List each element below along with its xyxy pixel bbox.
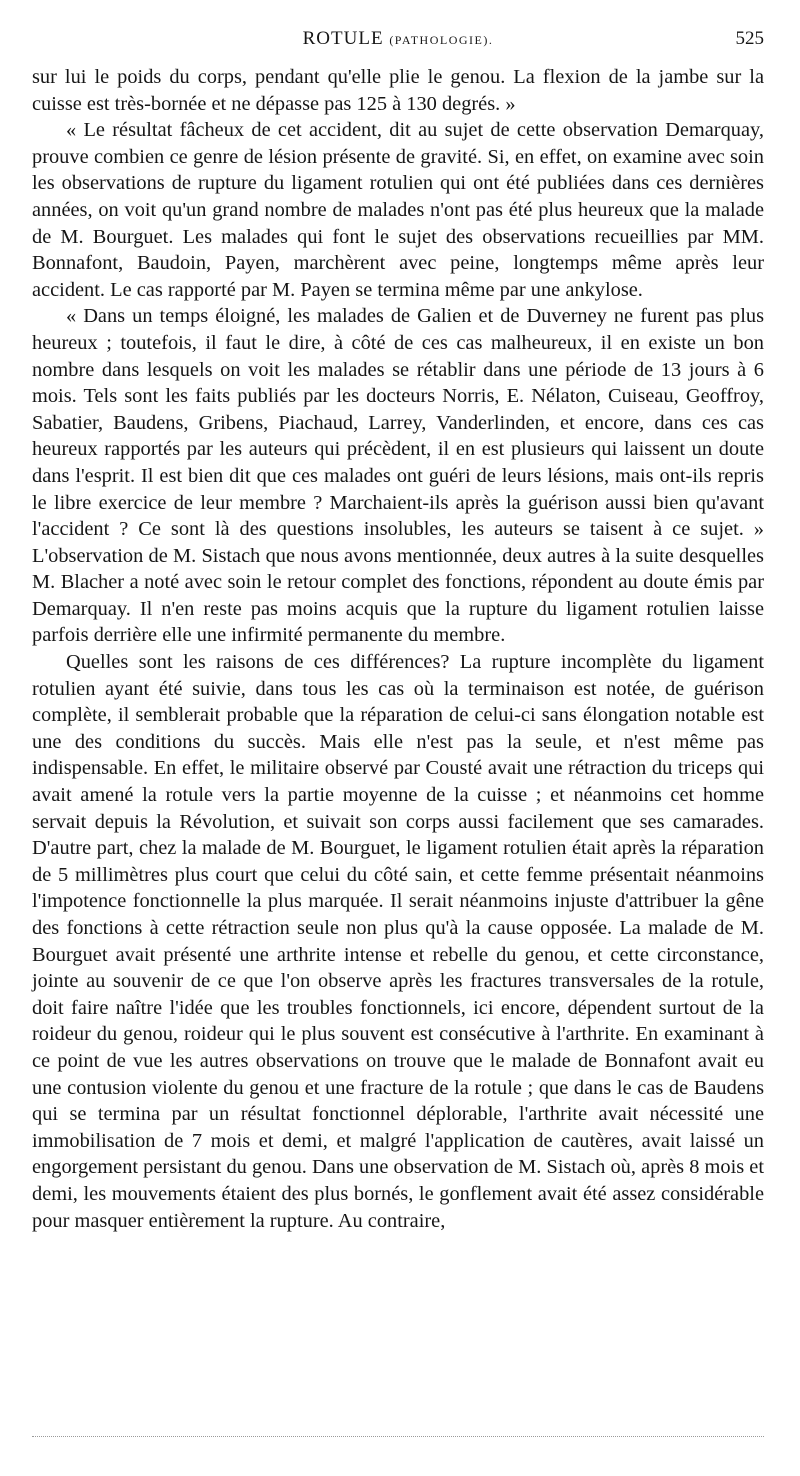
paragraph-3: « Dans un temps éloigné, les malades de Galien et de Duverney ne furent pas plus heureux ; toutefois, il faut le dire, à côté de ces cas malheureux, il en existe un bon nombre dans lesquels on voit les malades se rétablir dans une période de 13 jours à 6 mois. Tels sont les faits publiés par les docteurs Norris, E. Nélaton, Cuiseau, Geoffroy, Sabatier, Baudens, Gribens, Piachaud, Larrey, Vanderlinden, et encore, dans ces cas heureux rapportés par les auteurs qui précèdent, il en est plusieurs qui laissent un doute dans l'esprit. Il est bien dit que ces malades ont guéri de leurs lésions, mais ont-ils repris le libre exercice de leur membre ? Marchaient-ils après la guérison aussi bien qu'avant l'accident ? Ce sont là des questions insolubles, les auteurs se taisent à ce sujet. » L'observation de M. Sistach que nous avons mentionnée, deux autres à la suite desquelles M. Blacher a noté avec soin le retour complet des fonctions, répondent au doute émis par Demarquay. Il n'en reste pas moins acquis que la rupture du ligament rotulien laisse parfois derrière elle une infirmité permanente du membre. [32, 305, 764, 647]
paragraph-1: sur lui le poids du corps, pendant qu'elle plie le genou. La flexion de la jambe sur la cuisse est très-bornée et ne dépasse pas 125 à 130 degrés. » [32, 66, 764, 115]
book-page [32, 28, 764, 1234]
footer-rule [32, 1436, 764, 1437]
page-number: 525 [735, 28, 764, 49]
running-header [32, 28, 764, 54]
running-title-subtitle: (PATHOLOGIE). [389, 33, 494, 47]
body-text [32, 64, 764, 1234]
running-title [32, 28, 764, 50]
paragraph-4: Quelles sont les raisons de ces différences? La rupture incomplète du ligament rotulien ayant été suivie, dans tous les cas où la terminaison est notée, de guérison complète, il semblerait probable que la réparation de celui-ci sans élongation notable est une des conditions du succès. Mais elle n'est pas la seule, et n'est même pas indispensable. En effet, le militaire observé par Cousté avait une rétraction du triceps qui avait amené la rotule vers la partie moyenne de la cuisse ; et néanmoins cet homme servait depuis la Révolution, et suivait son corps aussi facilement que ses camarades. D'autre part, chez la malade de M. Bourguet, le ligament rotulien était après la réparation de 5 millimètres plus court que celui du côté sain, et cette femme présentait néanmoins l'impotence fonctionnelle la plus marquée. Il serait néanmoins injuste d'attribuer la gêne des fonctions à cette rétraction seule non plus qu'à la cause opposée. La malade de M. Bourguet avait présenté une arthrite intense et rebelle du genou, et cette circonstance, jointe au souvenir de ce que l'on observe après les fractures transversales de la rotule, doit faire naître l'idée que les troubles fonctionnels, ici encore, dépendent surtout de la roideur du genou, roideur qui le plus souvent est consécutive à l'arthrite. En examinant à ce point de vue les autres observations on trouve que le malade de Bonnafont avait eu une contusion violente du genou et une fracture de la rotule ; que dans le cas de Baudens qui se termina par un résultat fonctionnel déplorable, l'arthrite avait nécessité une immobilisation de 7 mois et demi, et malgré l'application de cautères, avait laissé un engorgement persistant du genou. Dans une observation de M. Sistach où, après 8 mois et demi, les mouvements étaient des plus bornés, le gonflement avait été assez considérable pour masquer entièrement la rupture. Au contraire, [32, 651, 764, 1232]
paragraph-2: « Le résultat fâcheux de cet accident, dit au sujet de cette observation Demarquay, prouve combien ce genre de lésion présente de gravité. Si, en effet, on examine avec soin les observations de rupture du ligament rotulien qui ont été publiées dans ces dernières années, on voit qu'un grand nombre de malades n'ont pas été plus heureux que la malade de M. Bourguet. Les malades qui font le sujet des observations recueillies par MM. Bonnafont, Baudoin, Payen, marchèrent avec peine, longtemps même après leur accident. Le cas rapporté par M. Payen se termina même par une ankylose. [32, 119, 764, 301]
running-title-main: ROTULE [302, 28, 384, 49]
